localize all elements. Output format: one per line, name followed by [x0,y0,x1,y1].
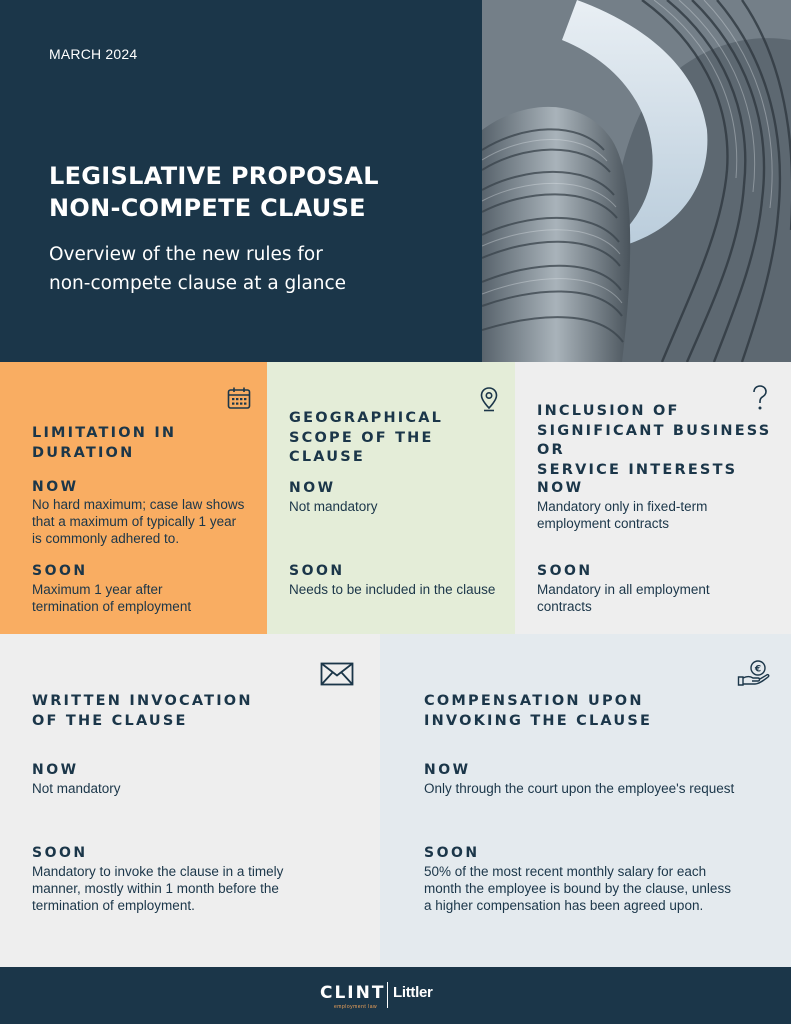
soon-label: SOON [289,563,345,579]
calendar-icon [227,386,251,410]
clint-logo-subtitle: employment law [334,1004,378,1010]
now-text: Mandatory only in fixed-term employment contracts [537,499,708,531]
card-inclusion-interests [515,362,791,634]
publication-date: MARCH 2024 [49,46,138,62]
svg-text:€: € [754,664,762,675]
page-title [49,160,469,224]
clint-logo: CLINT [320,983,386,1003]
card-title: WRITTEN INVOCATION OF THE CLAUSE [32,693,253,729]
card-geographical-scope [267,362,515,634]
now-label: NOW [32,479,79,495]
card-compensation [380,634,791,967]
now-text: Only through the court upon the employee's request [424,781,735,796]
soon-text: Maximum 1 year after termination of employment [32,582,192,614]
title-line: NON-COMPETE CLAUSE [49,194,366,222]
soon-label: SOON [537,563,593,579]
card-title: COMPENSATION UPON INVOKING THE CLAUSE [424,693,653,729]
soon-text: Mandatory in all employment contracts [537,582,710,614]
logo-divider [387,982,388,1008]
littler-logo: Littler [393,984,433,1001]
envelope-icon [320,662,354,686]
building-illustration [482,0,791,362]
title-line: LEGISLATIVE PROPOSAL [49,162,379,190]
building-photo [482,0,791,362]
card-limitation-in-duration [0,362,267,634]
card-title: GEOGRAPHICAL SCOPE OF THE CLAUSE [289,410,444,465]
card-title: LIMITATION IN DURATION [32,425,177,461]
page-subtitle [49,240,469,298]
now-text: No hard maximum; case law shows that a maximum of typically 1 year is commonly adhered to. [32,497,245,546]
footer [0,967,791,1024]
soon-text: 50% of the most recent monthly salary for each month the employee is bound by the clause, unless a higher compensation has been agreed upon. [424,864,731,913]
subtitle-line: Overview of the new rules for [49,244,323,265]
soon-label: SOON [32,563,88,579]
subtitle-line: non-compete clause at a glance [49,273,347,294]
soon-text: Mandatory to invoke the clause in a timely manner, mostly within 1 month before the termination of employment. [32,864,284,913]
now-text: Not mandatory [289,499,378,514]
soon-label: SOON [424,845,480,861]
card-title: INCLUSION OF SIGNIFICANT BUSINESS OR SERVICE INTERESTS [537,403,772,478]
now-label: NOW [289,480,336,496]
soon-label: SOON [32,845,88,861]
card-written-invocation [0,634,380,967]
now-label: NOW [424,762,471,778]
now-label: NOW [537,480,584,496]
now-label: NOW [32,762,79,778]
now-text: Not mandatory [32,781,121,796]
euro-hand-icon [737,659,771,687]
soon-text: Needs to be included in the clause [289,582,496,597]
